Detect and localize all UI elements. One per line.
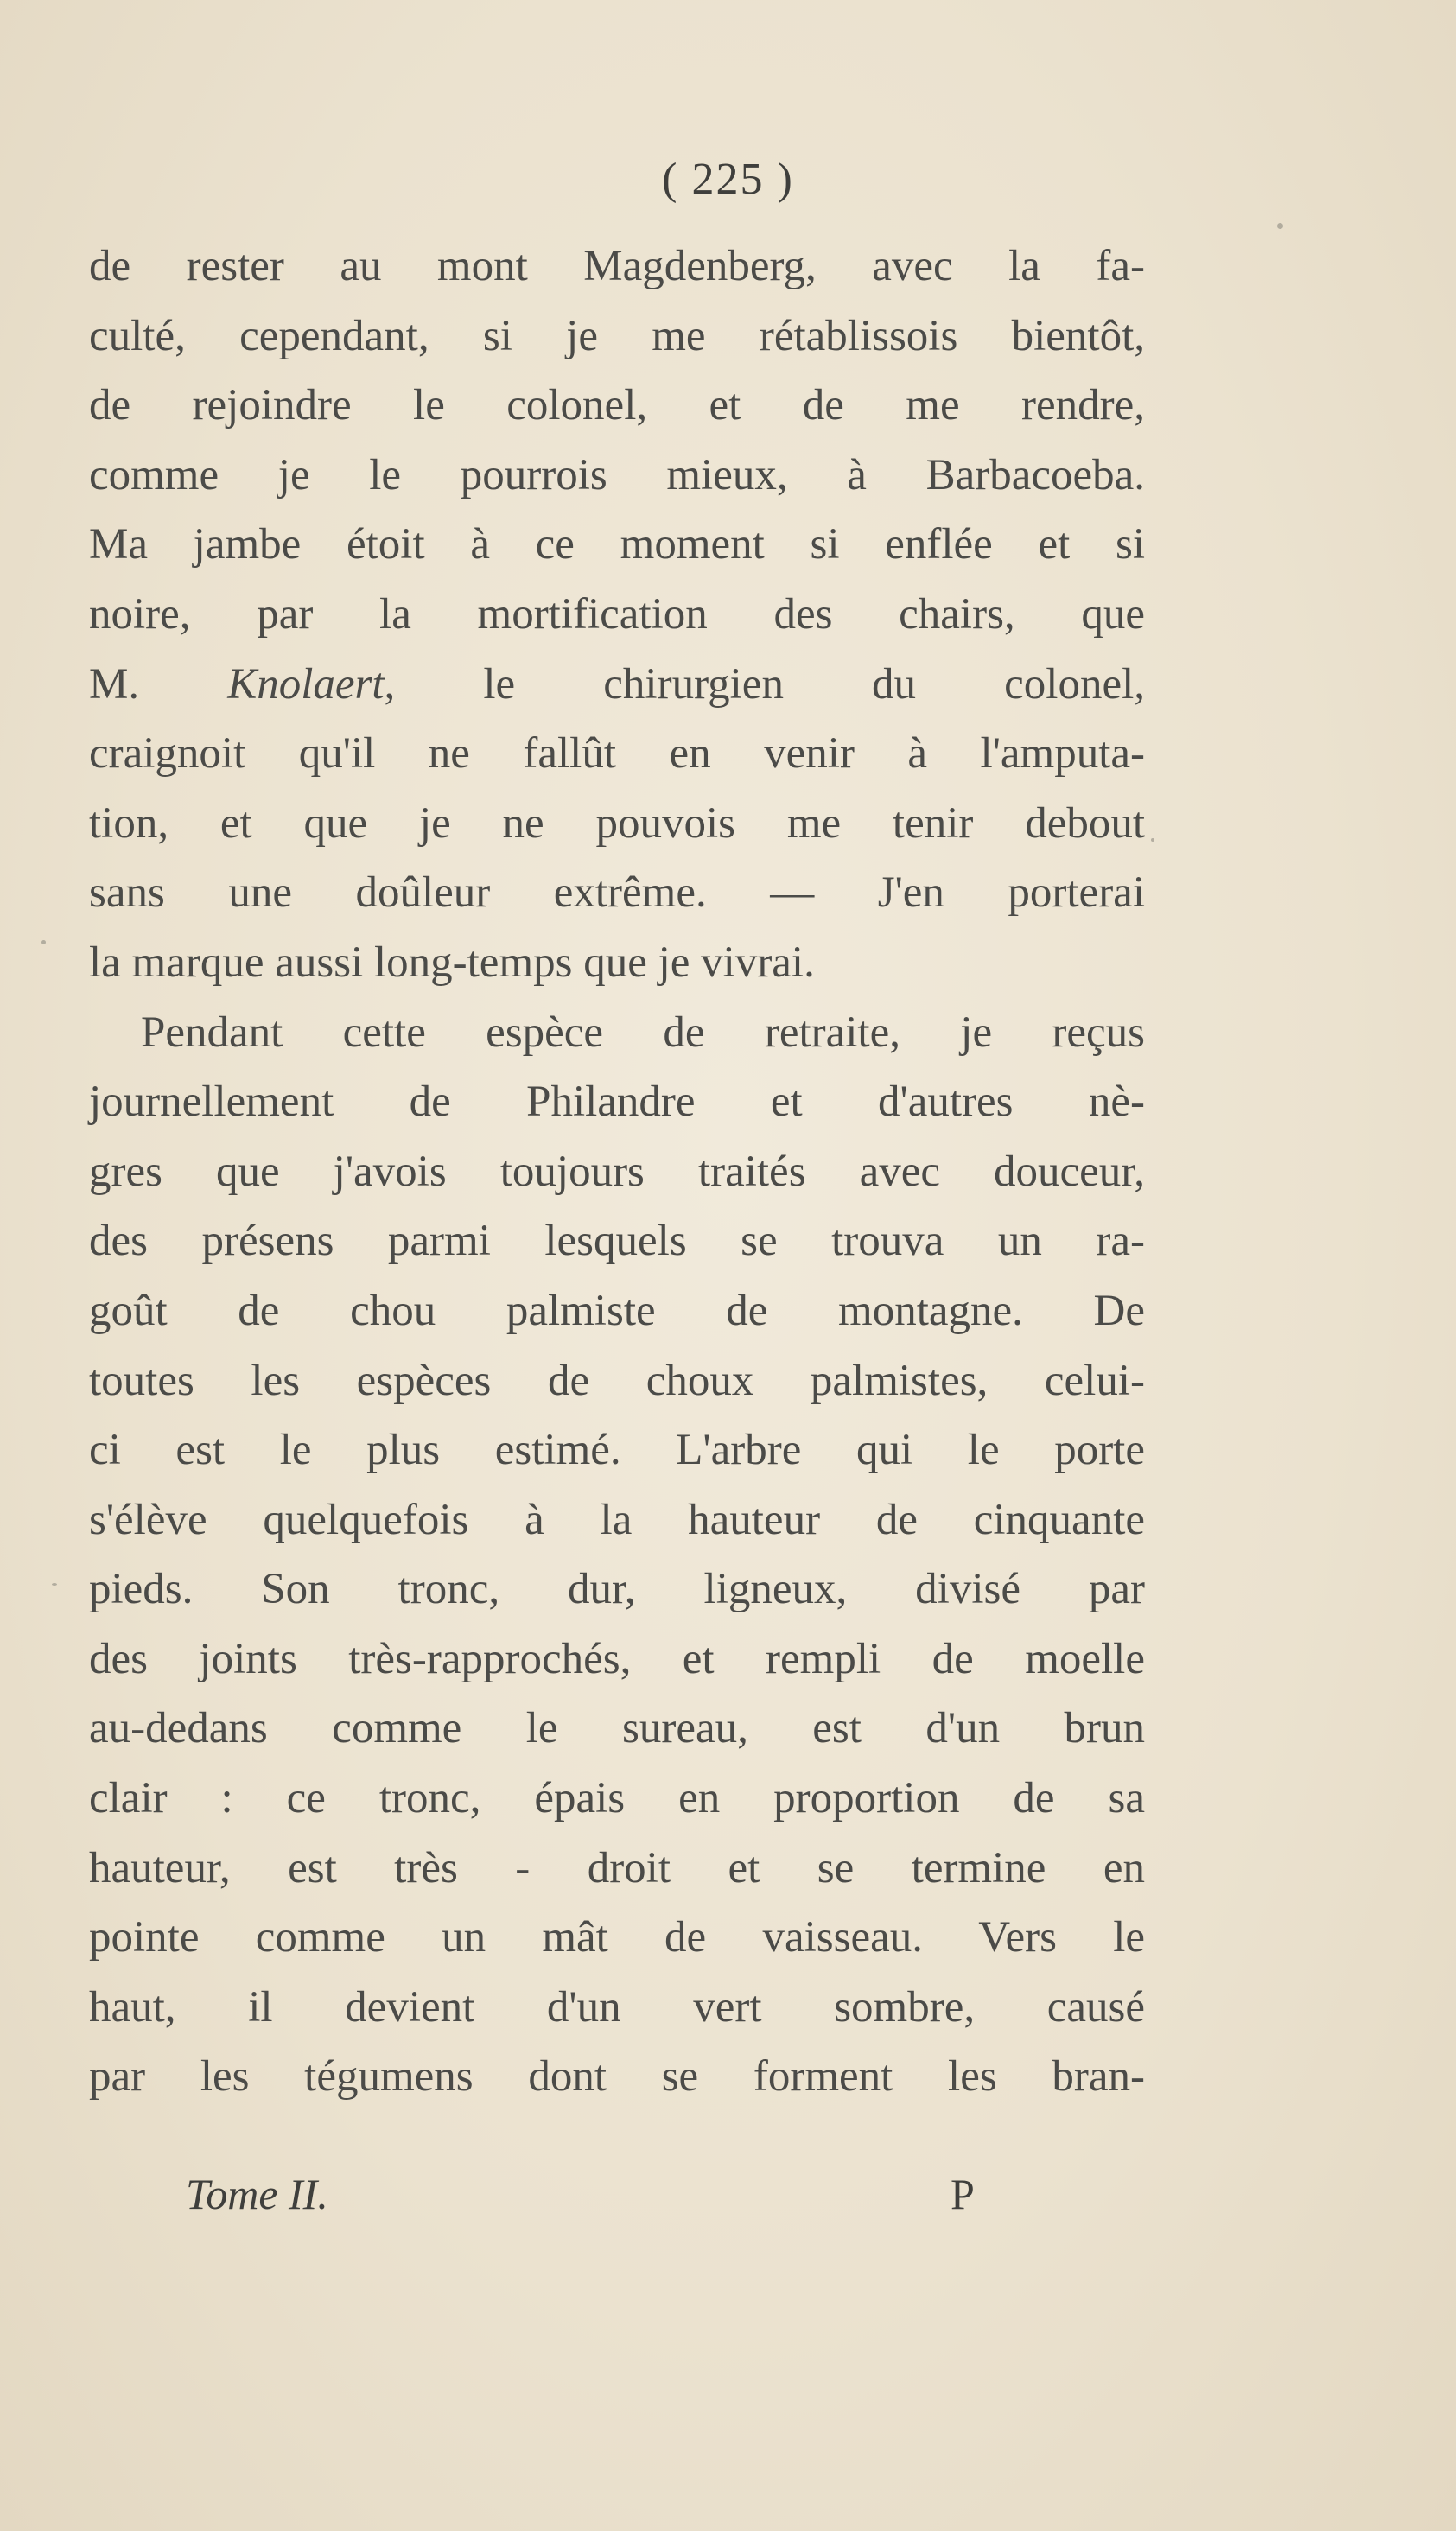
- paper-speck: [1277, 223, 1283, 229]
- paragraph-start-line: Pendant cette espèce de retraite, je reçus: [141, 1008, 1145, 1057]
- text-line: hauteur, est très - droit et se termine en: [89, 1843, 1145, 1892]
- text-line: pointe comme un mât de vaisseau. Vers le: [89, 1913, 1145, 1962]
- text-line: de rejoindre le colonel, et de me rendre,: [89, 381, 1145, 430]
- text-line: au-dedans comme le sureau, est d'un brun: [89, 1704, 1145, 1753]
- body-text: [89, 232, 1145, 2112]
- text-line: noire, par la mortification des chairs, que: [89, 589, 1145, 639]
- text-line: craignoit qu'il ne fallût en venir à l'amputa-: [89, 729, 1145, 779]
- text-line: s'élève quelquefois à la hauteur de cinquante: [89, 1495, 1145, 1544]
- text-line: ci est le plus estimé. L'arbre qui le porte: [89, 1426, 1145, 1475]
- text-line: pieds. Son tronc, dur, ligneux, divisé par: [89, 1565, 1145, 1614]
- text-line: toutes les espèces de choux palmistes, celui-: [89, 1356, 1145, 1405]
- paper-speck: [41, 940, 46, 944]
- text-line: des présens parmi lesquels se trouva un ra-: [89, 1217, 1145, 1266]
- text-line-with-name: M. Knolaert, le chirurgien du colonel,: [89, 659, 1145, 709]
- paper-speck: [1151, 838, 1154, 842]
- text-line: journellement de Philandre et d'autres nè-: [89, 1078, 1145, 1127]
- page-footer: [0, 2169, 1456, 2238]
- text-line: haut, il devient d'un vert sombre, causé: [89, 1982, 1145, 2032]
- paper-speck: [52, 1583, 57, 1586]
- text-line: culté, cependant, si je me rétablissois bientôt,: [89, 311, 1145, 360]
- text-line: sans une doûleur extrême. — J'en porterai: [89, 868, 1145, 918]
- page-number: ( 225 ): [662, 155, 794, 204]
- text-line: comme je le pourrois mieux, à Barbacoeba.: [89, 450, 1145, 499]
- text-line: gres que j'avois toujours traités avec douceur,: [89, 1147, 1145, 1196]
- text-line: de rester au mont Magdenberg, avec la fa-: [89, 242, 1145, 290]
- text-line: clair : ce tronc, épais en proportion de sa: [89, 1774, 1145, 1823]
- text-line: par les tégumens dont se forment les bran-: [89, 2052, 1145, 2102]
- surgeon-name: Knolaert: [227, 659, 385, 709]
- signature-mark: P: [951, 2170, 975, 2218]
- text-line: Ma jambe étoit à ce moment si enflée et si: [89, 520, 1145, 569]
- text-line: la marque aussi long-temps que je vivrai.: [89, 938, 815, 987]
- volume-label: Tome II.: [186, 2170, 328, 2218]
- text-line: tion, et que je ne pouvois me tenir debout: [89, 798, 1145, 848]
- text-line: des joints très-rapprochés, et rempli de moelle: [89, 1634, 1145, 1683]
- text-line: goût de chou palmiste de montagne. De: [89, 1286, 1145, 1335]
